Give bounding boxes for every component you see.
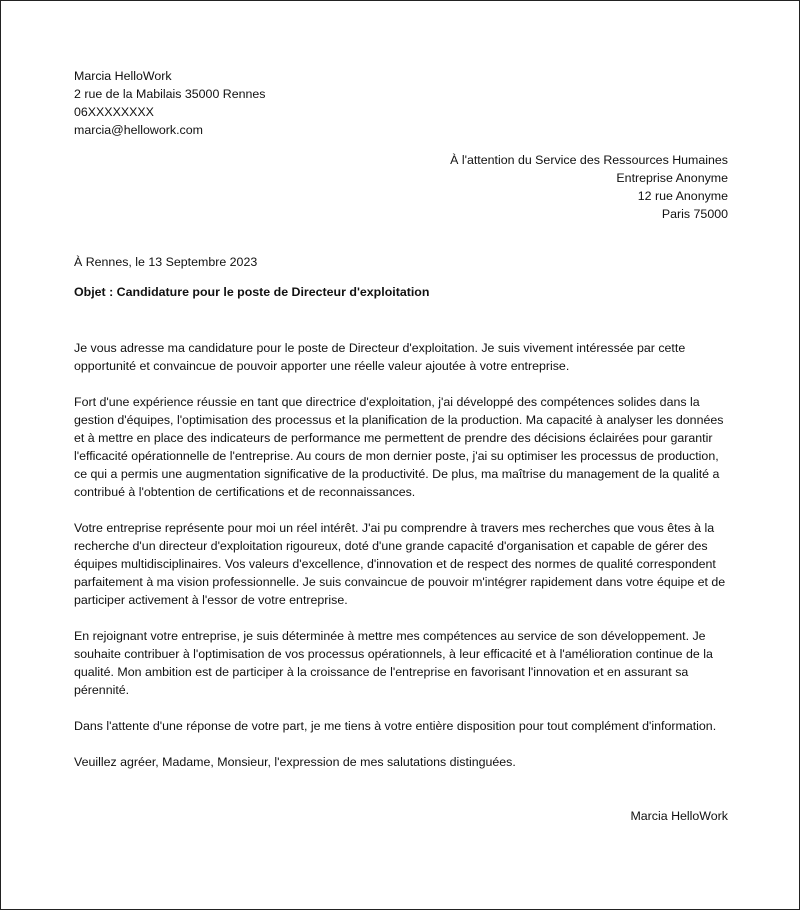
closing-line: Veuillez agréer, Madame, Monsieur, l'expression de mes salutations distinguées.: [74, 755, 516, 769]
recipient-block: [74, 151, 728, 223]
date-line: À Rennes, le 13 Septembre 2023: [74, 255, 258, 269]
recipient-attention: À l'attention du Service des Ressources Humaines: [450, 153, 728, 167]
letter-content: [74, 67, 728, 825]
sender-phone: 06XXXXXXXX: [74, 105, 154, 119]
body-paragraph-3: Votre entreprise représente pour moi un réel intérêt. J'ai pu comprendre à travers mes recherches que vous êtes à la recherche d'un directeur d'exploitation rigoureux, doté d'une grande capacité d'organisation et capable de gérer des équipes multidisciplinaires. Vos valeurs d'excellence, d'innovation et de respect des normes de qualité correspondent parfaitement à ma vision professionnelle. Je suis convaincue de pouvoir m'intégrer rapidement dans votre équipe et de participer activement à l'essor de votre entreprise.: [74, 521, 726, 607]
body-paragraph-2: Fort d'une expérience réussie en tant que directrice d'exploitation, j'ai développé des compétences solides dans la gestion d'équipes, l'optimisation des processus et la planification de la production. Ma capacité à analyser les données et à mettre en place des indicateurs de performance me permettent de prendre des décisions éclairées pour garantir l'efficacité opérationnelle de l'entreprise. Au cours de mon dernier poste, j'ai su optimiser les processus de production, ce qui a permis une augmentation significative de la productivité. De plus, ma maîtrise du management de la qualité a contribué à l'obtention de certifications et de reconnaissances.: [74, 395, 724, 499]
body-paragraph-5: Dans l'attente d'une réponse de votre part, je me tiens à votre entière disposition pour tout complément d'information.: [74, 719, 717, 733]
sender-email: marcia@hellowork.com: [74, 123, 203, 137]
recipient-street: 12 rue Anonyme: [637, 189, 728, 203]
sender-block: [74, 67, 728, 139]
body-paragraph-1: Je vous adresse ma candidature pour le poste de Directeur d'exploitation. Je suis vivement intéressée par cette opportunité et convaincue de pouvoir apporter une réelle valeur ajoutée à votre entreprise.: [74, 341, 686, 373]
recipient-city: Paris 75000: [661, 207, 728, 221]
letter-body: [74, 339, 728, 771]
sender-name: Marcia HelloWork: [74, 69, 172, 83]
subject-line: Objet : Candidature pour le poste de Directeur d'exploitation: [74, 285, 430, 299]
body-paragraph-4: En rejoignant votre entreprise, je suis déterminée à mettre mes compétences au service de son développement. Je souhaite contribuer à l'optimisation de vos processus opérationnels, à leur efficacité et à l'amélioration continue de la qualité. Mon ambition est de participer à la croissance de l'entreprise en favorisant l'innovation et en assurant sa pérennité.: [74, 629, 713, 697]
signature: Marcia HelloWork: [630, 809, 728, 823]
recipient-company: Entreprise Anonyme: [616, 171, 728, 185]
sender-address: 2 rue de la Mabilais 35000 Rennes: [74, 87, 266, 101]
